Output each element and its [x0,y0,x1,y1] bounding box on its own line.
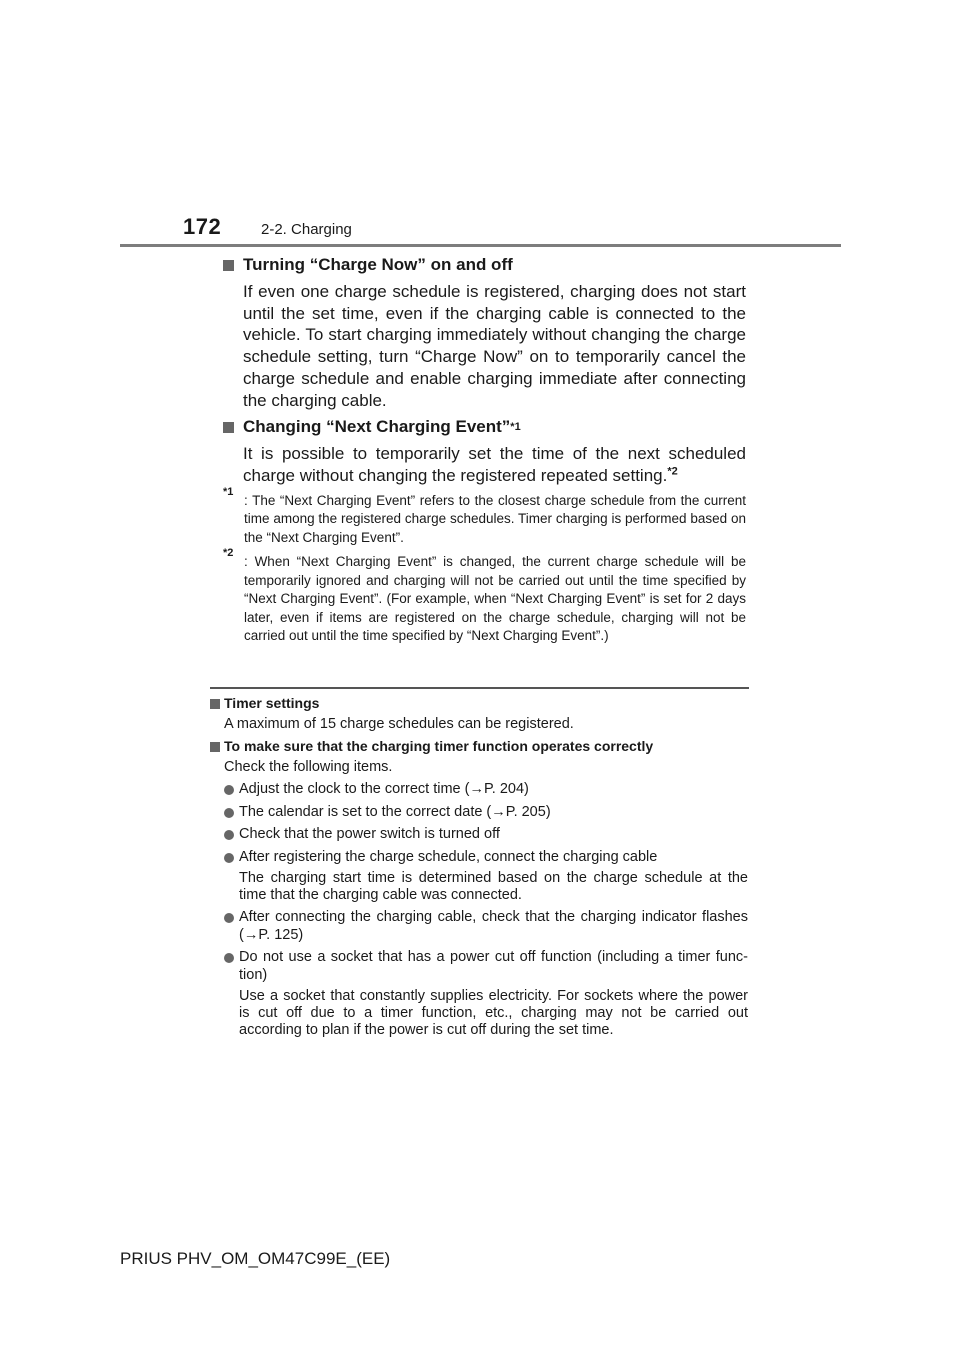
square-bullet-icon [223,260,234,271]
note-heading-text: To make sure that the charging timer function operates correctly [224,738,654,754]
note-text: A maximum of 15 charge schedules can be registered. [224,715,574,732]
heading-charge-now [223,254,746,276]
footnote-ref: *2 [667,465,678,478]
footnote-text: : The “Next Charging Event” refers to the closest charge schedule from the current time among the registered charge schedules. Timer charging is performed based on the “Next Charging Event”. [244,492,746,545]
circle-bullet-icon [224,913,234,923]
notes-section [210,695,748,1044]
list-item-detail: The charging start time is determined based on the charge schedule at the time that the charging cable was connected. [239,870,748,903]
square-bullet-icon [210,742,220,752]
list-item-text: Do not use a socket that has a power cut off function (including a timer func- tion) [239,949,748,983]
list-item [224,909,748,944]
list-item-detail: Use a socket that constantly supplies electricity. For sockets where the power is cut off due to a timer function, etc., charging may not be carried out according to plan if the power is cut off during the set time. [239,988,748,1038]
heading-text: Turning “Charge Now” on and off [243,255,513,274]
list-item-text: After connecting the charging cable, check that the charging indicator flashes (→P. 125) [239,909,748,943]
footnote-text: : When “Next Charging Event” is changed, the current charge schedule will be temporarily ignored and charging will not be carried out until the time specified by “Next Charging Event”. (For example, when “Next Charging Event” is set for 2 days later, even if items are registered on the charge schedule, charging will not be carried out until the time specified by “Next Charging Event”.) [244,554,746,644]
circle-bullet-icon [224,853,234,863]
paragraph-charge-now: If even one charge schedule is registered, charging does not start until the set time, even if the charging cable is connected to the vehicle. To start charging immediately without changing the charge schedule setting, turn “Charge Now” on to temporarily cancel the charge schedule and enable charging immediate after connecting the charging cable. [243,282,746,410]
footnote [223,547,746,646]
list-item [224,849,748,867]
square-bullet-icon [223,422,234,433]
note-text: Check the following items. [224,758,393,775]
footnote [223,485,746,548]
document-id: PRIUS PHV_OM_OM47C99E_(EE) [120,1249,391,1268]
note-heading-timer-check [210,738,748,756]
main-content [223,254,746,652]
circle-bullet-icon [224,785,234,795]
note-heading-text: Timer settings [224,695,320,711]
list-item [224,804,748,822]
list-item-text: Adjust the clock to the correct time (→P. 204) [239,781,529,797]
heading-text: Changing “Next Charging Event” [243,417,511,437]
circle-bullet-icon [224,953,234,963]
circle-bullet-icon [224,830,234,840]
list-item [224,781,748,799]
note-heading-timer-settings [210,695,748,713]
header-divider [120,244,841,247]
paragraph-next-charging-event [243,443,746,486]
list-item-text: The calendar is set to the correct date (→P. 205) [239,803,551,820]
notes-divider [210,687,749,689]
footnote-mark: *2 [223,547,234,560]
circle-bullet-icon [224,808,234,818]
heading-next-charging-event: Changing “Next Charging Event” *1 [223,416,746,438]
footnote-mark: *1 [223,485,234,498]
section-label: 2-2. Charging [261,221,352,238]
list-item [224,826,748,844]
page-number: 172 [183,214,222,239]
square-bullet-icon [210,699,220,709]
paragraph-text: It is possible to temporarily set the time of the next scheduled charge without changing the registered repeated setting. [243,444,746,485]
list-item-text: After registering the charge schedule, connect the charging cable [239,848,658,865]
list-item [224,949,748,984]
list-item-text: Check that the power switch is turned off [239,826,500,842]
